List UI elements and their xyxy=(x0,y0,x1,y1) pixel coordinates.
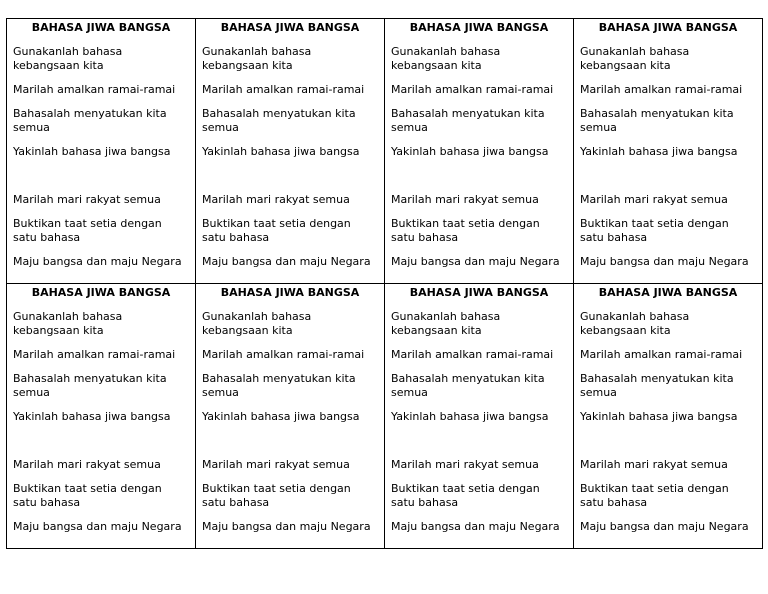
card-cell xyxy=(7,19,196,284)
grid-row-1 xyxy=(7,19,763,284)
lyric-line: Gunakanlah bahasa kebangsaan kita xyxy=(391,310,501,337)
lyric-card xyxy=(574,284,762,548)
lyric-line: Yakinlah bahasa jiwa bangsa xyxy=(202,145,360,158)
lyric-line: Gunakanlah bahasa kebangsaan kita xyxy=(580,310,690,337)
lyric-line: Bahasalah menyatukan kita semua xyxy=(391,372,545,399)
lyric-line: Buktikan taat setia dengan satu bahasa xyxy=(391,482,540,509)
lyric-line: Yakinlah bahasa jiwa bangsa xyxy=(13,145,171,158)
lyric-line: Buktikan taat setia dengan satu bahasa xyxy=(391,217,540,244)
card-title: BAHASA JIWA BANGSA xyxy=(598,286,738,299)
lyric-line: Marilah amalkan ramai-ramai xyxy=(391,348,554,361)
lyric-line: Marilah amalkan ramai-ramai xyxy=(13,83,176,96)
lyric-line: Maju bangsa dan maju Negara xyxy=(13,255,182,268)
lyric-line: Bahasalah menyatukan kita semua xyxy=(580,372,734,399)
lyric-card xyxy=(574,19,762,283)
lyric-line: Marilah amalkan ramai-ramai xyxy=(391,83,554,96)
card-cell xyxy=(196,284,385,549)
lyric-line: Marilah amalkan ramai-ramai xyxy=(580,348,743,361)
lyric-line: Marilah mari rakyat semua xyxy=(580,458,728,471)
card-title: BAHASA JIWA BANGSA xyxy=(220,21,360,34)
grid-row-2 xyxy=(7,284,763,549)
card-title: BAHASA JIWA BANGSA xyxy=(598,21,738,34)
card-title: BAHASA JIWA BANGSA xyxy=(409,286,549,299)
lyric-line: Maju bangsa dan maju Negara xyxy=(13,520,182,533)
lyric-line: Bahasalah menyatukan kita semua xyxy=(580,107,734,134)
lyric-line: Gunakanlah bahasa kebangsaan kita xyxy=(391,45,501,72)
lyric-line: Marilah mari rakyat semua xyxy=(391,458,539,471)
lyric-line: Maju bangsa dan maju Negara xyxy=(202,520,371,533)
lyric-line: Marilah amalkan ramai-ramai xyxy=(580,83,743,96)
lyric-line: Marilah mari rakyat semua xyxy=(202,193,350,206)
lyric-card xyxy=(385,284,573,548)
card-cell xyxy=(7,284,196,549)
lyric-line: Bahasalah menyatukan kita semua xyxy=(391,107,545,134)
lyric-line: Bahasalah menyatukan kita semua xyxy=(13,107,167,134)
card-title: BAHASA JIWA BANGSA xyxy=(31,21,171,34)
lyric-card xyxy=(7,19,195,283)
lyric-line: Marilah mari rakyat semua xyxy=(202,458,350,471)
lyric-line: Gunakanlah bahasa kebangsaan kita xyxy=(580,45,690,72)
lyric-line: Bahasalah menyatukan kita semua xyxy=(202,107,356,134)
lyric-line: Marilah amalkan ramai-ramai xyxy=(202,348,365,361)
lyric-line: Gunakanlah bahasa kebangsaan kita xyxy=(13,310,123,337)
lyric-card xyxy=(196,19,384,283)
lyric-card xyxy=(7,284,195,548)
lyrics-sheet xyxy=(6,18,763,549)
lyric-line: Buktikan taat setia dengan satu bahasa xyxy=(13,482,162,509)
card-title: BAHASA JIWA BANGSA xyxy=(220,286,360,299)
lyric-line: Buktikan taat setia dengan satu bahasa xyxy=(202,217,351,244)
lyric-line: Gunakanlah bahasa kebangsaan kita xyxy=(13,45,123,72)
lyric-line: Maju bangsa dan maju Negara xyxy=(391,255,560,268)
card-title: BAHASA JIWA BANGSA xyxy=(31,286,171,299)
lyric-line: Maju bangsa dan maju Negara xyxy=(580,255,749,268)
lyric-line: Gunakanlah bahasa kebangsaan kita xyxy=(202,310,312,337)
lyric-line: Marilah amalkan ramai-ramai xyxy=(202,83,365,96)
lyric-line: Buktikan taat setia dengan satu bahasa xyxy=(580,217,729,244)
card-cell xyxy=(385,284,574,549)
lyric-line: Yakinlah bahasa jiwa bangsa xyxy=(13,410,171,423)
lyric-line: Marilah mari rakyat semua xyxy=(391,193,539,206)
lyric-line: Bahasalah menyatukan kita semua xyxy=(202,372,356,399)
card-cell xyxy=(574,19,763,284)
lyric-line: Yakinlah bahasa jiwa bangsa xyxy=(391,145,549,158)
lyric-line: Marilah amalkan ramai-ramai xyxy=(13,348,176,361)
lyric-line: Buktikan taat setia dengan satu bahasa xyxy=(580,482,729,509)
lyric-line: Maju bangsa dan maju Negara xyxy=(580,520,749,533)
card-cell xyxy=(385,19,574,284)
lyric-line: Yakinlah bahasa jiwa bangsa xyxy=(580,145,738,158)
lyric-line: Gunakanlah bahasa kebangsaan kita xyxy=(202,45,312,72)
lyric-line: Buktikan taat setia dengan satu bahasa xyxy=(202,482,351,509)
lyric-line: Buktikan taat setia dengan satu bahasa xyxy=(13,217,162,244)
lyric-line: Maju bangsa dan maju Negara xyxy=(391,520,560,533)
lyric-line: Marilah mari rakyat semua xyxy=(13,458,161,471)
card-cell xyxy=(574,284,763,549)
lyric-card xyxy=(196,284,384,548)
lyric-line: Maju bangsa dan maju Negara xyxy=(202,255,371,268)
lyrics-grid xyxy=(6,18,763,549)
lyric-card xyxy=(385,19,573,283)
lyric-line: Marilah mari rakyat semua xyxy=(13,193,161,206)
lyric-line: Bahasalah menyatukan kita semua xyxy=(13,372,167,399)
card-cell xyxy=(196,19,385,284)
lyric-line: Yakinlah bahasa jiwa bangsa xyxy=(580,410,738,423)
card-title: BAHASA JIWA BANGSA xyxy=(409,21,549,34)
lyric-line: Marilah mari rakyat semua xyxy=(580,193,728,206)
lyric-line: Yakinlah bahasa jiwa bangsa xyxy=(391,410,549,423)
lyric-line: Yakinlah bahasa jiwa bangsa xyxy=(202,410,360,423)
